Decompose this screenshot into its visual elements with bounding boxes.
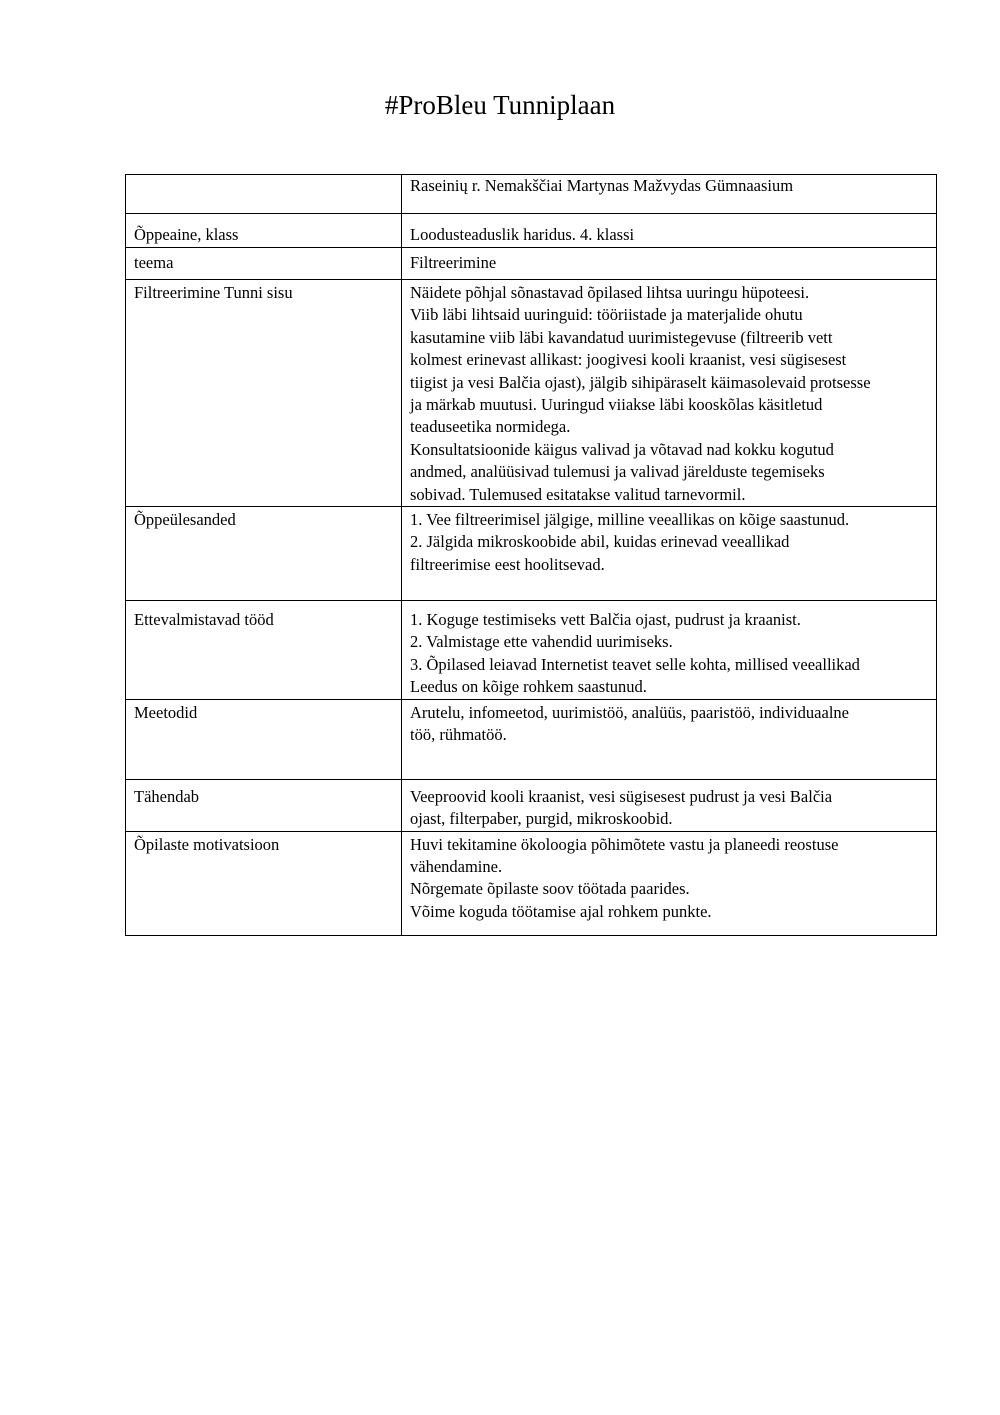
learning-tasks-row	[126, 507, 937, 601]
row-content	[402, 280, 937, 507]
row-content	[402, 248, 937, 280]
motivation-row	[126, 831, 937, 935]
topic-row	[126, 248, 937, 280]
content-line: Konsultatsioonide käigus valivad ja võtavad nad kokku kogutud	[410, 439, 834, 459]
preparation-row	[126, 601, 937, 700]
row-content	[402, 779, 937, 831]
row-content	[402, 601, 937, 700]
content-line: 2. Jälgida mikroskoobide abil, kuidas erinevad veeallikad	[410, 532, 790, 552]
content-line: teaduseetika normidega.	[410, 417, 571, 437]
methods-row	[126, 699, 937, 779]
row-label: Tähendab	[126, 779, 402, 831]
content-line: Loodusteaduslik haridus. 4. klassi	[410, 225, 635, 244]
content-line: kasutamine viib läbi kavandatud uurimistegevuse (filtreerib vett	[410, 327, 833, 347]
content-line: Viib läbi lihtsaid uuringuid: tööriistade ja materjalide ohutu	[410, 305, 803, 325]
row-content	[402, 831, 937, 935]
content-line: 1. Koguge testimiseks vett Balčia ojast, pudrust ja kraanist.	[410, 610, 801, 630]
content-line: 1. Vee filtreerimisel jälgige, milline veeallikas on kõige saastunud.	[410, 510, 850, 530]
content-line: Raseinių r. Nemakščiai Martynas Mažvydas Gümnaasium	[410, 176, 794, 195]
content-line: Arutelu, infomeetod, uurimistöö, analüüs, paaristöö, individuaalne	[410, 702, 849, 722]
row-content	[402, 699, 937, 779]
content-line: Näidete põhjal sõnastavad õpilased lihtsa uuringu hüpoteesi.	[410, 283, 810, 302]
content-line: vähendamine.	[410, 856, 503, 876]
content-line: Filtreerimine	[410, 253, 497, 272]
content-line: Huvi tekitamine ökoloogia põhimõtete vastu ja planeedi reostuse	[410, 834, 839, 854]
content-line: Võime koguda töötamise ajal rohkem punkte.	[410, 901, 712, 921]
content-line: sobivad. Tulemused esitatakse valitud tarnevormil.	[410, 484, 746, 504]
row-content	[402, 175, 937, 214]
content-line: töö, rühmatöö.	[410, 725, 507, 745]
row-content	[402, 507, 937, 601]
lesson-content-row	[126, 280, 937, 507]
content-line: kolmest erinevast allikast: joogivesi kooli kraanist, vesi sügisesest	[410, 350, 847, 370]
row-content	[402, 214, 937, 248]
content-line: Veeproovid kooli kraanist, vesi sügisesest pudrust ja vesi Balčia	[410, 786, 833, 806]
content-line: andmed, analüüsivad tulemusi ja valivad järelduste tegemiseks	[410, 462, 825, 482]
subject-class-row	[126, 214, 937, 248]
row-label: Ettevalmistavad tööd	[126, 601, 402, 700]
content-line: ja märkab muutusi. Uuringud viiakse läbi kooskõlas käsitletud	[410, 395, 823, 415]
content-line: Leedus on kõige rohkem saastunud.	[410, 677, 647, 697]
content-line: ojast, filterpaber, purgid, mikroskoobid.	[410, 809, 673, 829]
content-line: tiigist ja vesi Balčia ojast), jälgib sihipäraselt käimasolevaid protsesse	[410, 372, 871, 392]
content-line: filtreerimise eest hoolitsevad.	[410, 554, 605, 574]
materials-row	[126, 779, 937, 831]
content-line: Nõrgemate õpilaste soov töötada paarides.	[410, 879, 690, 899]
lesson-plan-table	[125, 174, 937, 936]
row-label: Õpilaste motivatsioon	[126, 831, 402, 935]
row-label: Meetodid	[126, 699, 402, 779]
row-label: Õppeaine, klass	[126, 214, 402, 248]
content-line: 3. Õpilased leiavad Internetist teavet selle kohta, millised veeallikad	[410, 654, 860, 674]
row-label	[126, 175, 402, 214]
row-label: Filtreerimine Tunni sisu	[126, 280, 402, 507]
row-label: Õppeülesanded	[126, 507, 402, 601]
content-line: 2. Valmistage ette vahendid uurimiseks.	[410, 632, 673, 652]
row-label: teema	[126, 248, 402, 280]
page-title: #ProBleu Tunniplaan	[384, 90, 616, 120]
school-row	[126, 175, 937, 214]
